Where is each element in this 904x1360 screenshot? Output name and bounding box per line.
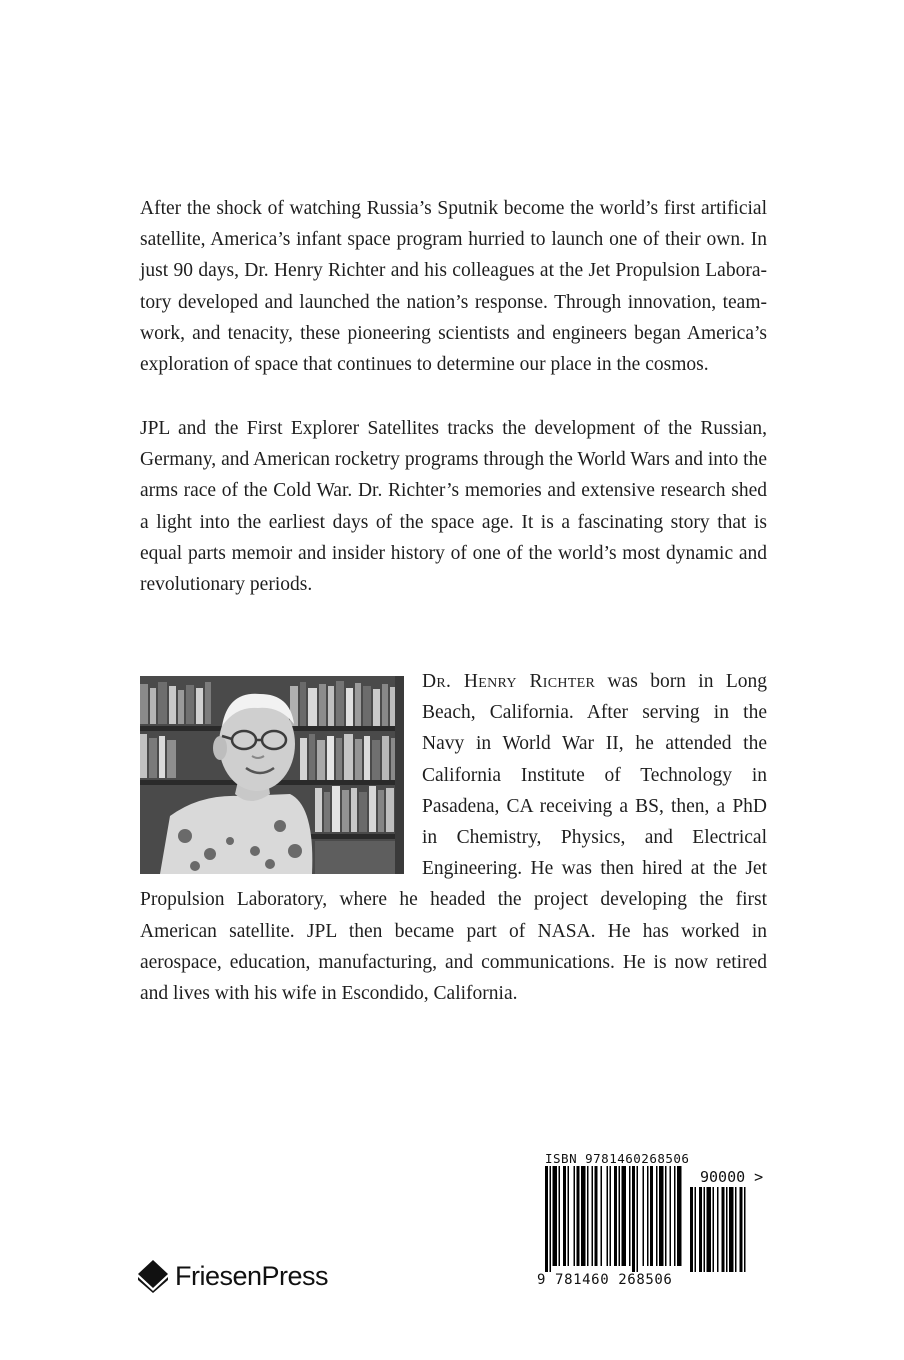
barcode-bar bbox=[643, 1166, 645, 1266]
barcode-bar bbox=[607, 1166, 609, 1266]
barcode-bar bbox=[650, 1166, 653, 1266]
addon-bar bbox=[704, 1187, 706, 1272]
barcode-bar bbox=[577, 1166, 580, 1266]
addon-bar bbox=[740, 1187, 743, 1272]
addon-bar bbox=[707, 1187, 712, 1272]
addon-bar bbox=[735, 1187, 737, 1272]
barcode-bar bbox=[550, 1166, 552, 1272]
publisher-name: FriesenPress bbox=[175, 1260, 329, 1291]
description-paragraph-2: JPL and the First Explorer Satellites tracks the development of the Russian, Germany, and American rocketry programs through the World Wars and into the arms race of the Cold War. Dr. Richter’s memories and extensive research shed a light into the earliest days of the space age. It is a fascinating story that is equal parts memoir and insider history of one of the world’s most dynamic and revolutionary periods. bbox=[140, 418, 767, 596]
isbn-label: ISBN 9781460268506 bbox=[545, 1151, 690, 1166]
addon-bar bbox=[699, 1187, 702, 1272]
barcode-bar bbox=[656, 1166, 658, 1266]
barcode-bar bbox=[553, 1166, 558, 1266]
barcode-bar bbox=[559, 1166, 561, 1266]
barcode-bar bbox=[629, 1166, 631, 1266]
diamond-logo-icon bbox=[137, 1259, 169, 1293]
addon-bar bbox=[695, 1187, 697, 1272]
barcode-bar bbox=[614, 1166, 617, 1266]
addon-bar bbox=[690, 1187, 693, 1272]
barcode-bar bbox=[665, 1166, 667, 1266]
barcode-bar bbox=[610, 1166, 612, 1266]
addon-bar bbox=[713, 1187, 715, 1272]
barcode-bar bbox=[563, 1166, 566, 1266]
publisher-logo bbox=[137, 1256, 357, 1296]
addon-bar bbox=[722, 1187, 725, 1272]
addon-bar bbox=[729, 1187, 734, 1272]
barcode-bar bbox=[601, 1166, 603, 1266]
barcode-bar bbox=[677, 1166, 682, 1266]
barcode-bar bbox=[670, 1166, 672, 1266]
author-photo bbox=[140, 676, 404, 874]
barcode-bar bbox=[659, 1166, 664, 1266]
addon-bar bbox=[717, 1187, 719, 1272]
author-bio bbox=[140, 666, 767, 1009]
barcode-bar bbox=[622, 1166, 627, 1266]
barcode-bar bbox=[632, 1166, 635, 1272]
isbn-digits: 9 781460 268506 bbox=[537, 1272, 673, 1288]
barcode-bar bbox=[674, 1166, 676, 1266]
price-code: 90000 > bbox=[700, 1168, 764, 1186]
barcode-bar bbox=[581, 1166, 586, 1266]
barcode-bars-icon bbox=[537, 1151, 769, 1276]
author-name: Dr. Henry Richter bbox=[422, 671, 596, 692]
barcode-bar bbox=[545, 1166, 548, 1272]
barcode-bar bbox=[595, 1166, 598, 1266]
barcode-bar bbox=[637, 1166, 639, 1272]
barcode-bar bbox=[587, 1166, 589, 1266]
description-paragraph-1: After the shock of watching Russia’s Sputnik become the world’s first artificial satellite, America’s infant space program hurried to launch one of their own. In just 90 days, Dr. Henry Richter and his colleagues at the Jet Propulsion Laboratory developed and launched the nation’s response. Through innovation, teamwork, and tenacity, these pioneering scientists and engineers began America’s exploration of space that continues to determine our place in the cosmos. bbox=[140, 198, 767, 376]
barcode-bar bbox=[574, 1166, 576, 1266]
barcode-bar bbox=[568, 1166, 570, 1266]
addon-bar bbox=[726, 1187, 728, 1272]
barcode-bar bbox=[647, 1166, 649, 1266]
author-bio-text: was born in Long Beach, California. After serving in the Navy in World War II, he attended the California Institute of Technology in Pasadena, CA receiving a BS, then, a PhD in Chemistry, Physics, and Electrical Engineering. He was then hired at the Jet Propulsion Laboratory, where he headed the project developing the first American satellite. JPL then became part of NASA. He has worked in aerospace, education, manufacturing, and communications. He is now retired and lives with his wife in Escondido, California. bbox=[140, 671, 768, 1005]
isbn-barcode bbox=[537, 1151, 769, 1291]
barcode-bar bbox=[619, 1166, 621, 1266]
addon-bar bbox=[744, 1187, 746, 1272]
barcode-bar bbox=[592, 1166, 594, 1266]
